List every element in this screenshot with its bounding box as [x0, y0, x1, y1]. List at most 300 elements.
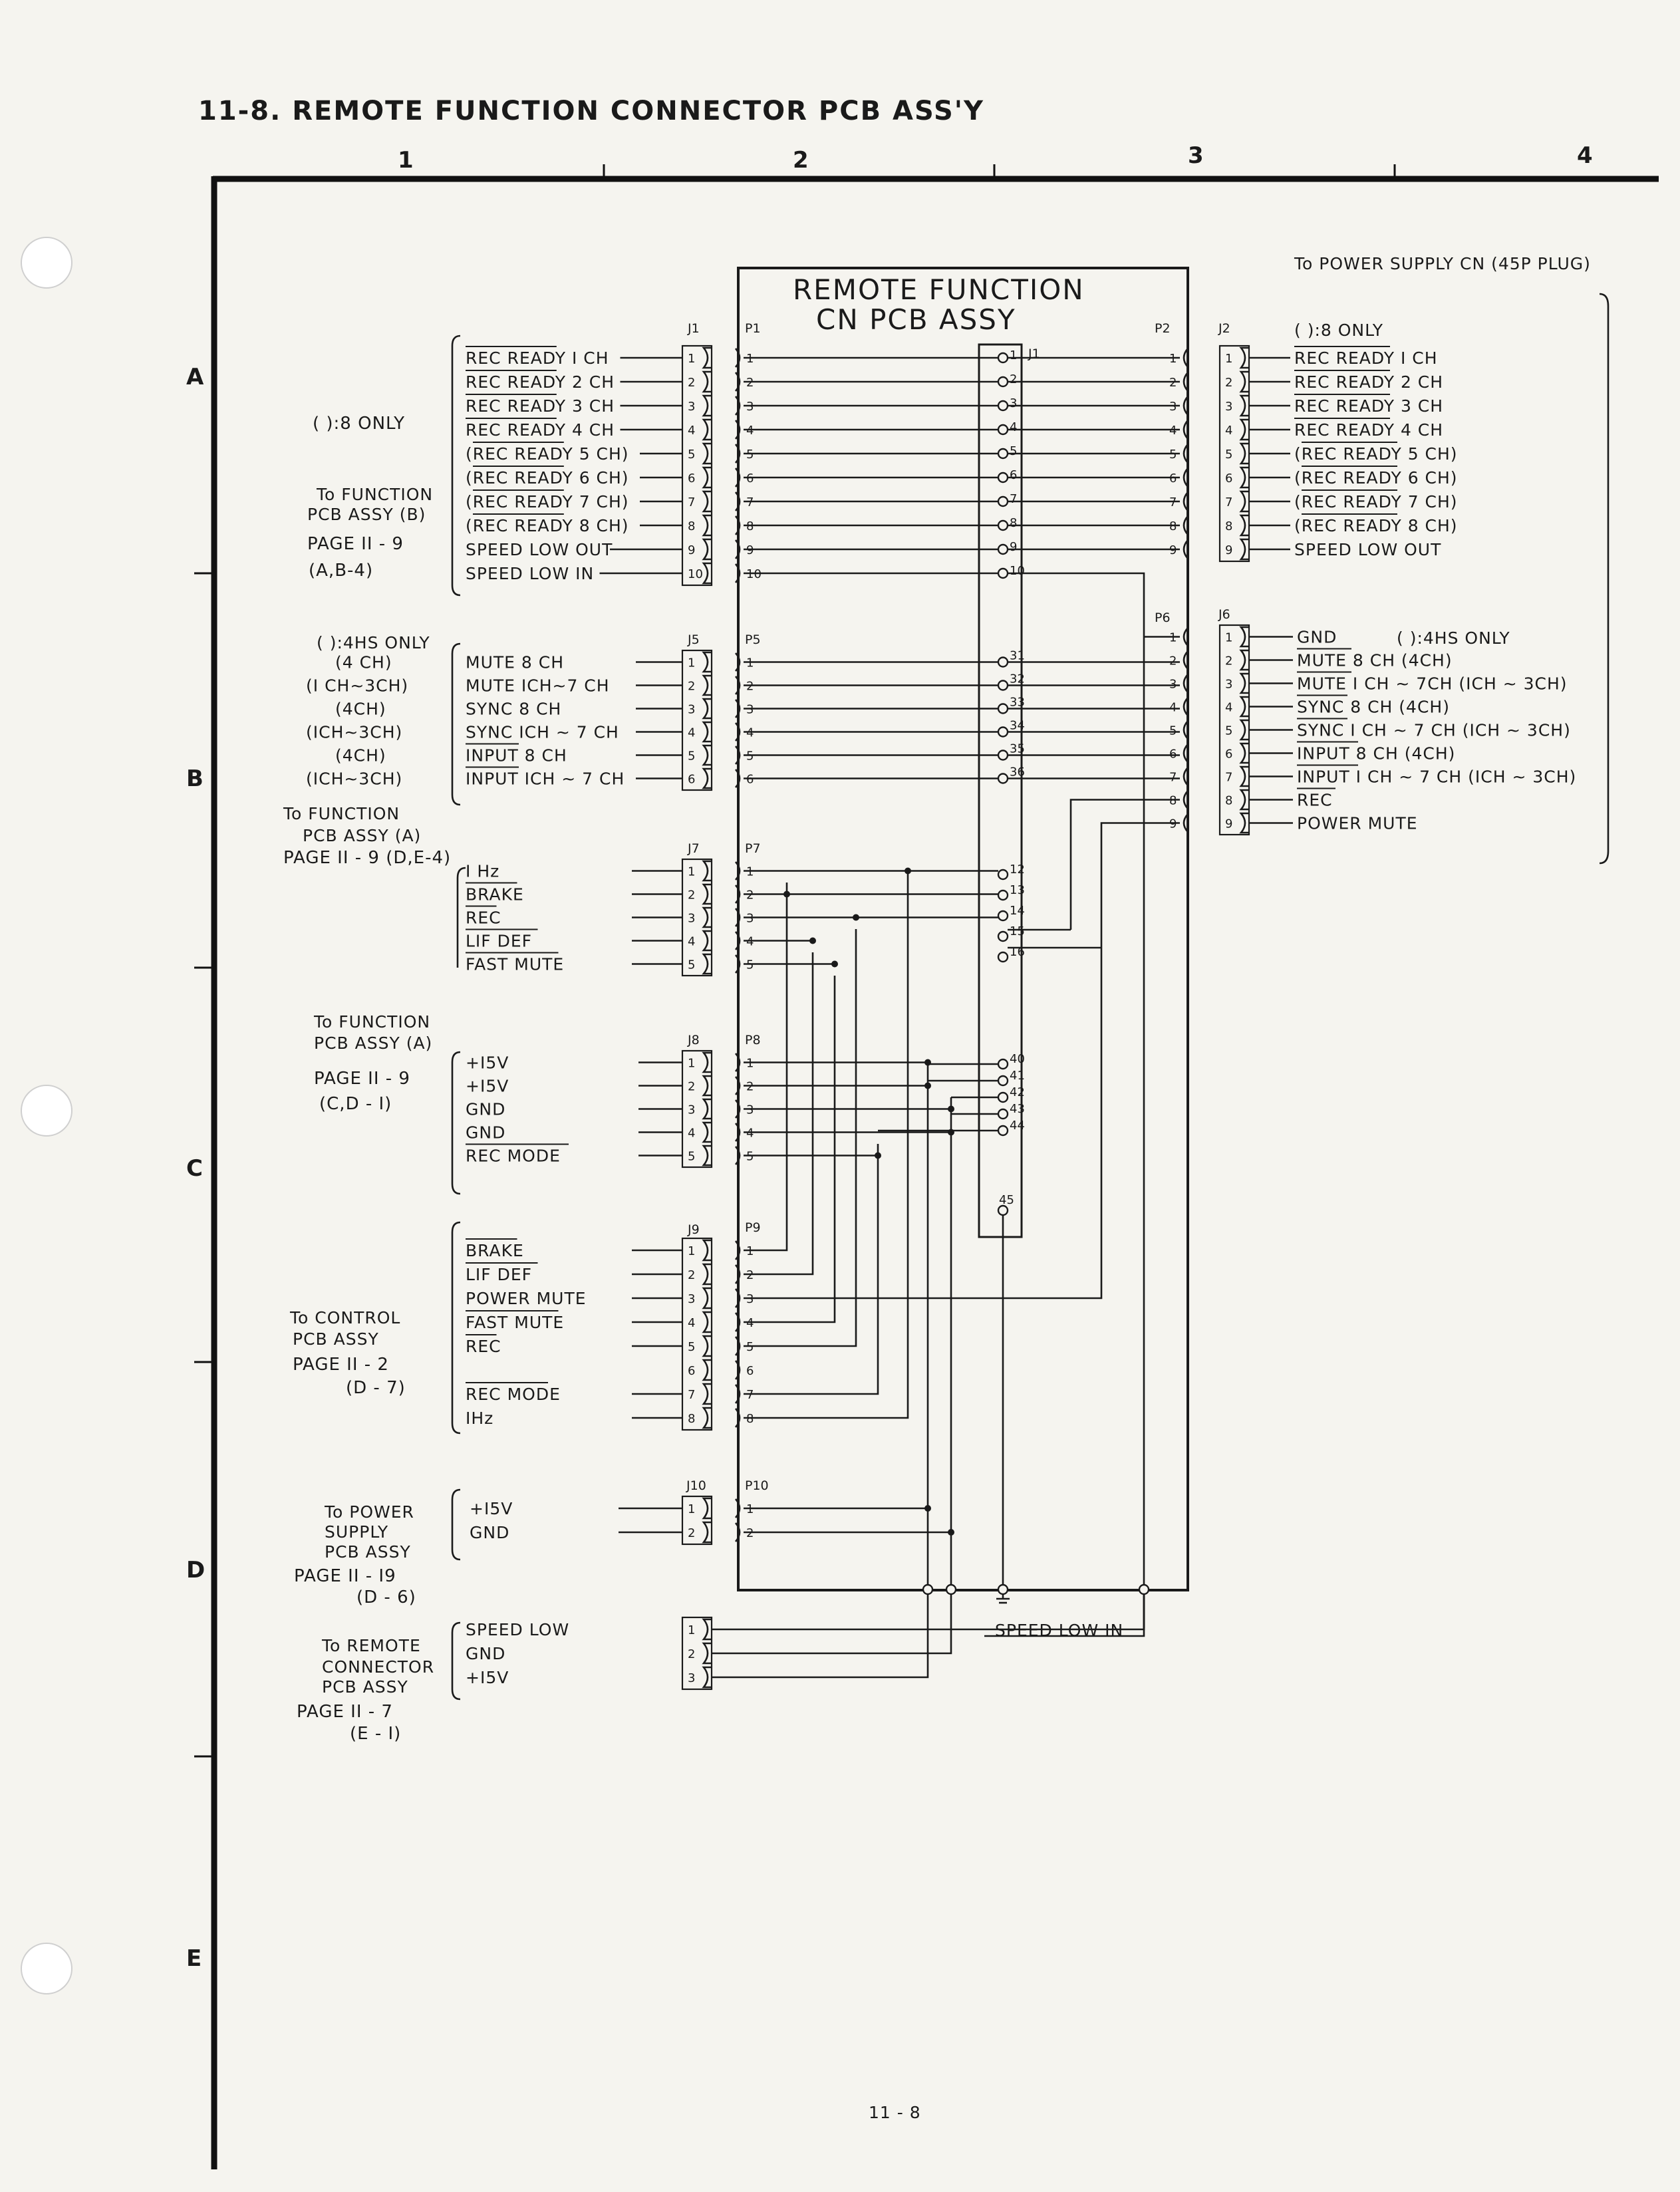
- j1-connector-contact-8: [704, 515, 712, 535]
- j1-connector-pin-5: 5: [688, 448, 696, 462]
- inner-pin-label-12: 32: [1010, 672, 1025, 686]
- remote-trace-2: [712, 1594, 951, 1653]
- j7-signal-5: FAST MUTE: [466, 954, 565, 974]
- inner-pin-label-27: 45: [999, 1193, 1014, 1207]
- connector-p10-label: P10: [745, 1478, 769, 1493]
- pcb-outline: [738, 268, 1188, 1590]
- j7-connector-contact-5: [704, 954, 712, 974]
- binder-hole-middle: [21, 1085, 72, 1136]
- b-left-qualifier-5: (4CH): [335, 746, 386, 765]
- inner-pin-ring-17: [998, 870, 1008, 879]
- connector-j10-label: J10: [686, 1478, 706, 1493]
- a-left-signal-7: (REC READY 7 CH): [466, 492, 629, 511]
- p6-connector-pin-5: 5: [1169, 724, 1177, 738]
- j6-connector-pin-1: 1: [1225, 630, 1233, 645]
- j8-connector-pin-4: 4: [688, 1126, 696, 1141]
- j6-connector-contact-4: [1241, 697, 1249, 716]
- j2-connector-contact-6: [1241, 468, 1249, 487]
- inner-pin-label-17: 12: [1010, 863, 1025, 877]
- j5-connector-contact-2: [704, 676, 712, 695]
- j9-trace-3: [744, 948, 1101, 1298]
- j10-connector-pin-2: 2: [688, 1526, 696, 1540]
- b-right-signal-9: POWER MUTE: [1297, 813, 1418, 833]
- p5-connector-pin-2: 2: [746, 679, 754, 694]
- j6-connector-pin-8: 8: [1225, 793, 1233, 808]
- p6-connector-pin-9: 9: [1169, 817, 1177, 831]
- inner-pin-label-11: 31: [1010, 648, 1025, 663]
- page-number: 11 - 8: [869, 2103, 921, 2122]
- a-left-signal-4: REC READY 4 CH: [466, 420, 615, 440]
- j1-connector-contact-4: [704, 420, 712, 440]
- p9-connector-pin-5: 5: [746, 1340, 754, 1354]
- connector-p7-label: P7: [745, 841, 761, 856]
- inner-pin-label-21: 16: [1010, 945, 1025, 959]
- j2-connector-contact-7: [1241, 491, 1249, 511]
- b-right-signal-4: SYNC 8 CH (4CH): [1297, 697, 1450, 717]
- p2-connector-pin-5: 5: [1169, 448, 1177, 462]
- j7-connector-contact-2: [704, 885, 712, 904]
- inner-pin-label-10: 10: [1010, 564, 1025, 578]
- j7-junction-5: [831, 961, 838, 968]
- a-right-signal-6: (REC READY 6 CH): [1294, 468, 1458, 487]
- inner-pin-ring-16: [998, 774, 1008, 783]
- row-marker-d: D: [186, 1557, 206, 1583]
- j5-connector-contact-6: [704, 769, 712, 788]
- j9-signal-1: BRAKE: [466, 1241, 524, 1260]
- inner-pin-label-23: 41: [1010, 1069, 1025, 1083]
- j2-connector-pin-6: 6: [1225, 472, 1233, 485]
- j7-connector-contact-1: [704, 861, 712, 881]
- connector-j9-label: J9: [688, 1222, 700, 1237]
- j9-dest-2: PCB ASSY: [293, 1329, 379, 1349]
- remote-dest-2: CONNECTOR: [322, 1657, 435, 1677]
- j10-connector-pin-1: 1: [688, 1502, 696, 1516]
- inner-pin-ring-21: [998, 952, 1008, 962]
- inner-pin-ring-4: [998, 425, 1008, 434]
- a-right-signal-3: REC READY 3 CH: [1294, 396, 1444, 416]
- p9-connector-pin-7: 7: [746, 1388, 754, 1402]
- j8-connector-contact-2: [704, 1076, 712, 1095]
- j6-connector-contact-5: [1241, 720, 1249, 740]
- j6-connector-pin-2: 2: [1225, 654, 1233, 668]
- j8-connector-contact-4: [704, 1123, 712, 1142]
- inner-pin-label-13: 33: [1010, 695, 1025, 710]
- inner-pin-ring-25: [998, 1109, 1008, 1119]
- inner-pin-ring-10: [998, 569, 1008, 578]
- j8-dest-2: PCB ASSY (A): [314, 1033, 433, 1053]
- j5-connector-contact-3: [704, 699, 712, 718]
- inner-pin-label-14: 34: [1010, 718, 1025, 733]
- b-left-signal-5: INPUT 8 CH: [466, 746, 567, 765]
- inner-pin-ring-26: [998, 1126, 1008, 1135]
- p9-connector-pin-6: 6: [746, 1364, 754, 1378]
- inner-pin-ring-22: [998, 1059, 1008, 1069]
- a-left-dest-2: PCB ASSY (B): [307, 505, 426, 524]
- remote-signal-1: SPEED LOW: [466, 1620, 570, 1639]
- j9-connector-pin-4: 4: [688, 1316, 696, 1330]
- b-left-qualifier-1: (4 CH): [335, 652, 392, 672]
- j2-connector-contact-4: [1241, 420, 1249, 440]
- j5-connector-pin-5: 5: [688, 749, 696, 763]
- j8-connector-contact-5: [704, 1146, 712, 1165]
- p1-connector-pin-4: 4: [746, 424, 754, 438]
- p9-connector-pin-1: 1: [746, 1244, 754, 1258]
- j9-connector-pin-5: 5: [688, 1340, 696, 1354]
- j9-connector-contact-6: [704, 1360, 712, 1380]
- j9-connector-contact-5: [704, 1336, 712, 1356]
- connector-p9-label: P9: [745, 1220, 761, 1235]
- j6-connector-pin-3: 3: [1225, 677, 1233, 692]
- p5-connector-pin-4: 4: [746, 726, 754, 740]
- j7-connector-pin-2: 2: [688, 888, 696, 902]
- j1-connector-pin-4: 4: [688, 424, 696, 438]
- p6-connector-pin-2: 2: [1169, 654, 1177, 668]
- j1-connector-contact-10: [704, 563, 712, 583]
- inner-pin-label-3: 3: [1010, 396, 1018, 410]
- a-right-signal-1: REC READY I CH: [1294, 348, 1438, 368]
- inner-pin-ring-11: [998, 658, 1008, 667]
- inner-pin-label-2: 2: [1010, 372, 1018, 386]
- j10-signal-2: GND: [470, 1523, 510, 1542]
- column-marker-2: 2: [793, 147, 809, 174]
- inner-pin-ring-27: [998, 1206, 1008, 1215]
- j2-connector-pin-3: 3: [1225, 400, 1233, 414]
- a-right-signal-9: SPEED LOW OUT: [1294, 540, 1442, 559]
- a-right-signal-5: (REC READY 5 CH): [1294, 444, 1458, 464]
- j5-connector-contact-1: [704, 652, 712, 672]
- j1-connector-pin-8: 8: [688, 519, 696, 533]
- remote-connector-contact-2: [704, 1643, 712, 1663]
- j2-connector-pin-9: 9: [1225, 543, 1233, 557]
- p1-connector-pin-1: 1: [746, 352, 754, 366]
- b-left-signal-1: MUTE 8 CH: [466, 652, 564, 672]
- frame: [194, 164, 1659, 2169]
- a-right-dest: To POWER SUPPLY CN (45P PLUG): [1294, 254, 1591, 273]
- b-right-signal-7: INPUT I CH ~ 7 CH (ICH ~ 3CH): [1297, 767, 1577, 787]
- j10-dest-3: PCB ASSY: [325, 1542, 411, 1562]
- p2-connector-pin-8: 8: [1169, 519, 1177, 533]
- j8-connector-pin-1: 1: [688, 1056, 696, 1071]
- p1-connector-pin-7: 7: [746, 495, 754, 509]
- j9-connector-pin-1: 1: [688, 1244, 696, 1258]
- connector-j7-label: J7: [688, 841, 700, 856]
- p9-connector-pin-2: 2: [746, 1268, 754, 1282]
- inner-pin-ring-19: [998, 911, 1008, 920]
- connector-j1-label: J1: [688, 321, 700, 336]
- j7-connector-contact-4: [704, 931, 712, 950]
- remote-connector-pin-1: 1: [688, 1623, 696, 1637]
- j8-signal-5: REC MODE: [466, 1146, 561, 1166]
- b-right-note: ( ):4HS ONLY: [1397, 628, 1510, 648]
- binder-hole-top: [21, 237, 72, 288]
- inner-pin-ring-13: [998, 704, 1008, 714]
- j1-connector-pin-1: 1: [688, 352, 696, 366]
- j5-connector-pin-6: 6: [688, 772, 696, 787]
- a-left-signal-9: SPEED LOW OUT: [466, 540, 613, 559]
- a-right-signal-7: (REC READY 7 CH): [1294, 492, 1458, 511]
- b-left-dest-3: PAGE II - 9 (D,E-4): [283, 848, 452, 868]
- remote-connector-contact-1: [704, 1619, 712, 1639]
- inner-pin-ring-8: [998, 521, 1008, 530]
- remote-dest-5: (E - I): [350, 1724, 402, 1744]
- p2-connector-pin-7: 7: [1169, 495, 1177, 509]
- j9-trace-4: [744, 976, 835, 1322]
- inner-pin-ring-15: [998, 751, 1008, 760]
- j6-connector-pin-6: 6: [1225, 747, 1233, 761]
- inner-pin-label-19: 14: [1010, 904, 1025, 918]
- connector-j5-label: J5: [688, 632, 700, 647]
- inner-pin-ring-12: [998, 681, 1008, 690]
- inner-connector-j1-label: J1: [1028, 346, 1040, 361]
- j10-dest-4: PAGE II - I9: [294, 1566, 396, 1586]
- remote-dest-1: To REMOTE: [322, 1636, 421, 1655]
- p9-connector-pin-3: 3: [746, 1292, 754, 1306]
- a-left-signal-2: REC READY 2 CH: [466, 372, 615, 392]
- j8-connector-contact-1: [704, 1053, 712, 1072]
- wiring: [306, 346, 1576, 1689]
- p2-connector-pin-1: 1: [1169, 352, 1177, 366]
- j9-connector-contact-7: [704, 1384, 712, 1404]
- b-left-qualifier-6: (ICH~3CH): [306, 769, 403, 789]
- j9-signal-7: REC MODE: [466, 1385, 561, 1404]
- j1-connector-contact-2: [704, 372, 712, 392]
- j5-connector-contact-5: [704, 746, 712, 765]
- a-right-signal-4: REC READY 4 CH: [1294, 420, 1444, 440]
- connector-j2-label: J2: [1218, 321, 1230, 336]
- b-left-signal-3: SYNC 8 CH: [466, 699, 562, 719]
- p7-connector-pin-5: 5: [746, 958, 754, 972]
- j1-connector-contact-9: [704, 539, 712, 559]
- row-marker-b: B: [186, 765, 204, 792]
- b-right-signal-5: SYNC I CH ~ 7 CH (ICH ~ 3CH): [1297, 720, 1571, 740]
- j2-connector-pin-4: 4: [1225, 424, 1233, 438]
- remote-dest-4: PAGE II - 7: [297, 1702, 393, 1722]
- j8-signal-4: GND: [466, 1123, 506, 1143]
- column-marker-1: 1: [398, 147, 414, 174]
- j8-dest-4: (C,D - I): [319, 1094, 392, 1114]
- bus-node-4: [1139, 1585, 1149, 1594]
- j10-dest-5: (D - 6): [356, 1587, 416, 1607]
- inner-pin-ring-9: [998, 545, 1008, 554]
- j2-connector-contact-1: [1241, 348, 1249, 368]
- j6-connector-pin-9: 9: [1225, 817, 1233, 831]
- j8-dest-3: PAGE II - 9: [314, 1069, 410, 1089]
- j2-connector-contact-8: [1241, 515, 1249, 535]
- a-left-signal-8: (REC READY 8 CH): [466, 516, 629, 535]
- connector-p5-label: P5: [745, 632, 761, 647]
- p1-connector-pin-5: 5: [746, 448, 754, 462]
- inner-pin-label-6: 6: [1010, 468, 1018, 482]
- b-left-qualifier-2: (I CH~3CH): [306, 676, 409, 696]
- b-right-signal-6: INPUT 8 CH (4CH): [1297, 744, 1456, 763]
- inner-pin-label-8: 8: [1010, 516, 1018, 530]
- b-left-signal-4: SYNC ICH ~ 7 CH: [466, 722, 619, 742]
- a-left-dest-1: To FUNCTION: [317, 485, 434, 504]
- j2-connector-contact-3: [1241, 396, 1249, 416]
- inner-pin-label-7: 7: [1010, 492, 1018, 506]
- inner-pin-ring-3: [998, 401, 1008, 410]
- j1-connector-contact-6: [704, 468, 712, 487]
- j7-connector-pin-3: 3: [688, 911, 696, 926]
- j2-connector-pin-8: 8: [1225, 519, 1233, 533]
- j9-dest-4: (D - 7): [346, 1378, 406, 1398]
- j1-connector-contact-3: [704, 396, 712, 416]
- p8-connector-pin-1: 1: [746, 1056, 754, 1071]
- a-left-signal-5: (REC READY 5 CH): [466, 444, 629, 464]
- j2-connector-pin-1: 1: [1225, 352, 1233, 366]
- p5-connector-pin-6: 6: [746, 772, 754, 787]
- a-left-signal-10: SPEED LOW IN: [466, 564, 595, 583]
- b-right-signal-3: MUTE I CH ~ 7CH (ICH ~ 3CH): [1297, 674, 1568, 694]
- p6-power-mute-trace: [1101, 823, 1180, 948]
- p2-connector-pin-3: 3: [1169, 400, 1177, 414]
- j5-connector-pin-1: 1: [688, 656, 696, 670]
- column-marker-4: 4: [1577, 142, 1593, 169]
- j6-connector-pin-7: 7: [1225, 770, 1233, 785]
- inner-pin-ring-14: [998, 728, 1008, 737]
- j9-connector-pin-6: 6: [688, 1364, 696, 1378]
- j9-signal-8: IHz: [466, 1409, 494, 1428]
- p6-rec-trace: [1071, 800, 1180, 930]
- j9-signal-5: REC: [466, 1337, 501, 1356]
- a-left-note: ( ):8 ONLY: [313, 414, 405, 434]
- p1-connector-pin-9: 9: [746, 543, 754, 557]
- b-left-signal-6: INPUT ICH ~ 7 CH: [466, 769, 625, 789]
- j6-connector-pin-4: 4: [1225, 700, 1233, 715]
- j1-connector-pin-2: 2: [688, 376, 696, 390]
- connector-j8-label: J8: [688, 1033, 700, 1047]
- j8-connector-pin-3: 3: [688, 1103, 696, 1117]
- j8-signal-3: GND: [466, 1099, 506, 1119]
- j10-signal-1: +I5V: [470, 1499, 513, 1518]
- speed-low-in-label: SPEED LOW IN: [995, 1621, 1124, 1640]
- inner-pin-label-20: 15: [1010, 924, 1025, 938]
- row-marker-e: E: [186, 1945, 202, 1972]
- j8-connector-pin-2: 2: [688, 1079, 696, 1094]
- j2-connector-contact-2: [1241, 372, 1249, 392]
- p8-connector-pin-3: 3: [746, 1103, 754, 1117]
- remote-connector-pin-3: 3: [688, 1671, 696, 1685]
- p6-connector-pin-1: 1: [1169, 630, 1177, 645]
- j2-connector-pin-5: 5: [1225, 448, 1233, 462]
- j9-dest-3: PAGE II - 2: [293, 1355, 389, 1375]
- j7-connector-pin-5: 5: [688, 958, 696, 972]
- inner-pin-label-5: 5: [1010, 444, 1018, 458]
- connector-j6-label: J6: [1218, 607, 1230, 622]
- j7-signal-1: I Hz: [466, 861, 500, 881]
- inner-pin-label-15: 35: [1010, 742, 1025, 756]
- j9-connector-pin-2: 2: [688, 1268, 696, 1282]
- j8-dest-1: To FUNCTION: [314, 1012, 431, 1031]
- j1-connector-pin-10: 10: [688, 567, 703, 581]
- b-left-dest-2: PCB ASSY (A): [303, 826, 422, 845]
- connector-p8-label: P8: [745, 1033, 761, 1047]
- p7-connector-pin-2: 2: [746, 888, 754, 902]
- p5-connector-pin-1: 1: [746, 656, 754, 670]
- remote-dest-3: PCB ASSY: [322, 1677, 408, 1697]
- inner-pin-ring-1: [998, 353, 1008, 362]
- j6-connector-contact-6: [1241, 744, 1249, 763]
- inner-pin-label-18: 13: [1010, 883, 1025, 897]
- a-right-signal-2: REC READY 2 CH: [1294, 372, 1444, 392]
- j6-connector-contact-2: [1241, 650, 1249, 670]
- p10-connector-pin-2: 2: [746, 1526, 754, 1540]
- j7-signal-3: REC: [466, 908, 501, 928]
- remote-trace-3: [712, 1594, 928, 1677]
- p1-connector-pin-2: 2: [746, 376, 754, 390]
- p2-connector-pin-4: 4: [1169, 424, 1177, 438]
- j10-connector-contact-2: [704, 1522, 712, 1542]
- j5-connector-pin-2: 2: [688, 679, 696, 694]
- p6-connector-pin-7: 7: [1169, 770, 1177, 785]
- p6-connector-pin-6: 6: [1169, 747, 1177, 761]
- inner-pin-label-9: 9: [1010, 540, 1018, 554]
- connector-p6-label: P6: [1155, 611, 1171, 625]
- b-left-dest-1: To FUNCTION: [283, 804, 400, 823]
- j6-connector-contact-8: [1241, 790, 1249, 809]
- j8-connector-contact-3: [704, 1099, 712, 1119]
- p7-connector-pin-1: 1: [746, 865, 754, 879]
- connector-p2-label: P2: [1155, 321, 1171, 336]
- j5-connector-pin-3: 3: [688, 702, 696, 717]
- b-right-signal-1: GND: [1297, 627, 1337, 647]
- page-title: 11-8. REMOTE FUNCTION CONNECTOR PCB ASS'Y: [198, 96, 984, 126]
- p6-connector-pin-3: 3: [1169, 677, 1177, 692]
- b-left-qualifier-4: (ICH~3CH): [306, 722, 403, 742]
- p7-connector-pin-3: 3: [746, 911, 754, 926]
- p8-connector-pin-4: 4: [746, 1126, 754, 1141]
- p8-connector-pin-2: 2: [746, 1079, 754, 1094]
- j7-connector-pin-4: 4: [688, 934, 696, 949]
- row-marker-c: C: [186, 1155, 203, 1182]
- p5-connector-pin-5: 5: [746, 749, 754, 763]
- inner-pin-ring-18: [998, 890, 1008, 900]
- p2-connector-pin-9: 9: [1169, 543, 1177, 557]
- row-marker-a: A: [186, 364, 204, 390]
- p2-connector-pin-2: 2: [1169, 376, 1177, 390]
- j1-connector-contact-5: [704, 444, 712, 464]
- inner-pin-ring-6: [998, 473, 1008, 482]
- remote-signal-3: +I5V: [466, 1668, 509, 1687]
- j1-connector-pin-9: 9: [688, 543, 696, 557]
- j9-connector-contact-4: [704, 1312, 712, 1332]
- j9-connector-contact-8: [704, 1408, 712, 1428]
- p9-connector-pin-8: 8: [746, 1412, 754, 1426]
- j9-trace-7: [744, 1144, 878, 1394]
- j9-dest-1: To CONTROL: [290, 1308, 401, 1327]
- remote-connector-pin-2: 2: [688, 1647, 696, 1661]
- j9-connector-pin-7: 7: [688, 1388, 696, 1402]
- j6-connector-contact-3: [1241, 674, 1249, 693]
- j9-connector-contact-1: [704, 1240, 712, 1260]
- j1-connector-contact-1: [704, 348, 712, 368]
- j7-connector-pin-1: 1: [688, 865, 696, 879]
- inner-pin-ring-2: [998, 377, 1008, 386]
- j7-signal-2: BRAKE: [466, 885, 524, 904]
- inner-pin-label-24: 42: [1010, 1085, 1025, 1099]
- j9-connector-contact-2: [704, 1264, 712, 1284]
- inner-pin-ring-23: [998, 1076, 1008, 1085]
- j9-signal-2: LIF DEF: [466, 1265, 533, 1284]
- j2-connector-contact-9: [1241, 539, 1249, 559]
- inner-pin-label-1: 1: [1010, 348, 1018, 362]
- a-left-signal-1: REC READY I CH: [466, 348, 609, 368]
- remote-signal-2: GND: [466, 1644, 506, 1663]
- bus-node-2: [946, 1585, 956, 1594]
- p5-connector-pin-3: 3: [746, 702, 754, 717]
- j10-connector-contact-1: [704, 1498, 712, 1518]
- b-left-qualifier-3: (4CH): [335, 699, 386, 719]
